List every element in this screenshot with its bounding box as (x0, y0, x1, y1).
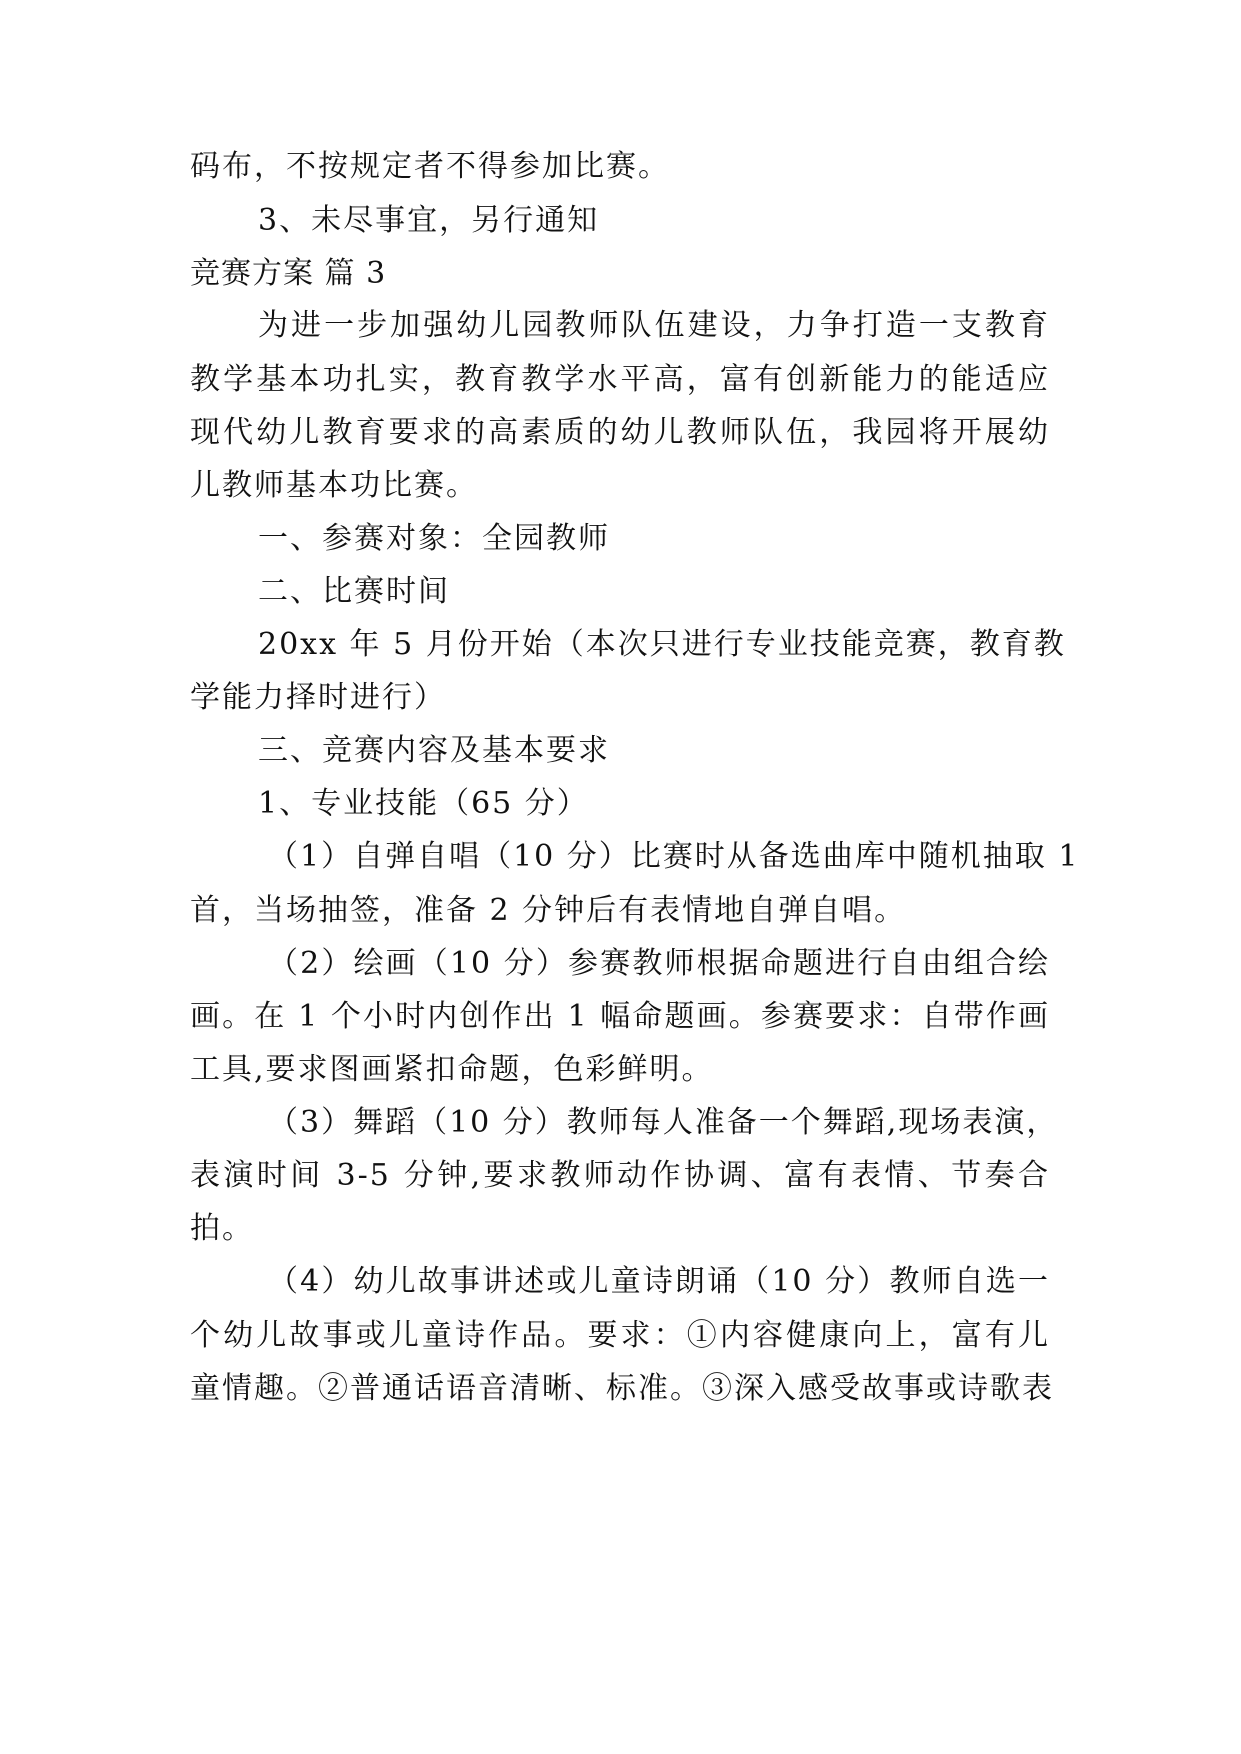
section-heading: 竞赛方案 篇 3 (190, 256, 387, 291)
text-line: 教学基本功扎实，教育教学水平高，富有创新能力的能适应 (190, 362, 1050, 397)
text-line: 码布，不按规定者不得参加比赛。 (190, 149, 670, 184)
text-line: 首，当场抽签，准备 2 分钟后有表情地自弹自唱。 (190, 893, 907, 928)
text-line: 三、竞赛内容及基本要求 (258, 733, 610, 768)
text-line: （4）幼儿故事讲述或儿童诗朗诵（10 分）教师自选一 (268, 1264, 1050, 1299)
text-line: （3）舞蹈（10 分）教师每人准备一个舞蹈,现场表演， (268, 1105, 1059, 1140)
text-line: 工具,要求图画紧扣命题，色彩鲜明。 (190, 1052, 714, 1087)
text-line: 一、参赛对象：全园教师 (258, 521, 610, 556)
text-line: （2）绘画（10 分）参赛教师根据命题进行自由组合绘 (268, 946, 1050, 981)
text-line: 拍。 (190, 1211, 254, 1246)
text-line: 学能力择时进行） (190, 680, 446, 715)
text-line: 现代幼儿教育要求的高素质的幼儿教师队伍，我园将开展幼 (190, 415, 1050, 450)
text-line: （1）自弹自唱（10 分）比赛时从备选曲库中随机抽取 1 (268, 839, 1080, 874)
text-line: 为进一步加强幼儿园教师队伍建设，力争打造一支教育 (258, 308, 1050, 343)
text-line: 童情趣。②普通话语音清晰、标准。③深入感受故事或诗歌表 (190, 1371, 1054, 1406)
text-line: 表演时间 3-5 分钟,要求教师动作协调、富有表情、节奏合 (190, 1158, 1050, 1193)
text-line: 3、未尽事宜，另行通知 (258, 203, 600, 238)
text-line: 二、比赛时间 (258, 574, 450, 609)
text-line: 1、专业技能（65 分） (258, 786, 589, 821)
text-line: 20xx 年 5 月份开始（本次只进行专业技能竞赛，教育教 (258, 627, 1066, 662)
text-line: 个幼儿故事或儿童诗作品。要求：①内容健康向上，富有儿 (190, 1318, 1050, 1353)
text-line: 画。在 1 个小时内创作出 1 幅命题画。参赛要求：自带作画 (190, 999, 1050, 1034)
text-line: 儿教师基本功比赛。 (190, 468, 478, 503)
